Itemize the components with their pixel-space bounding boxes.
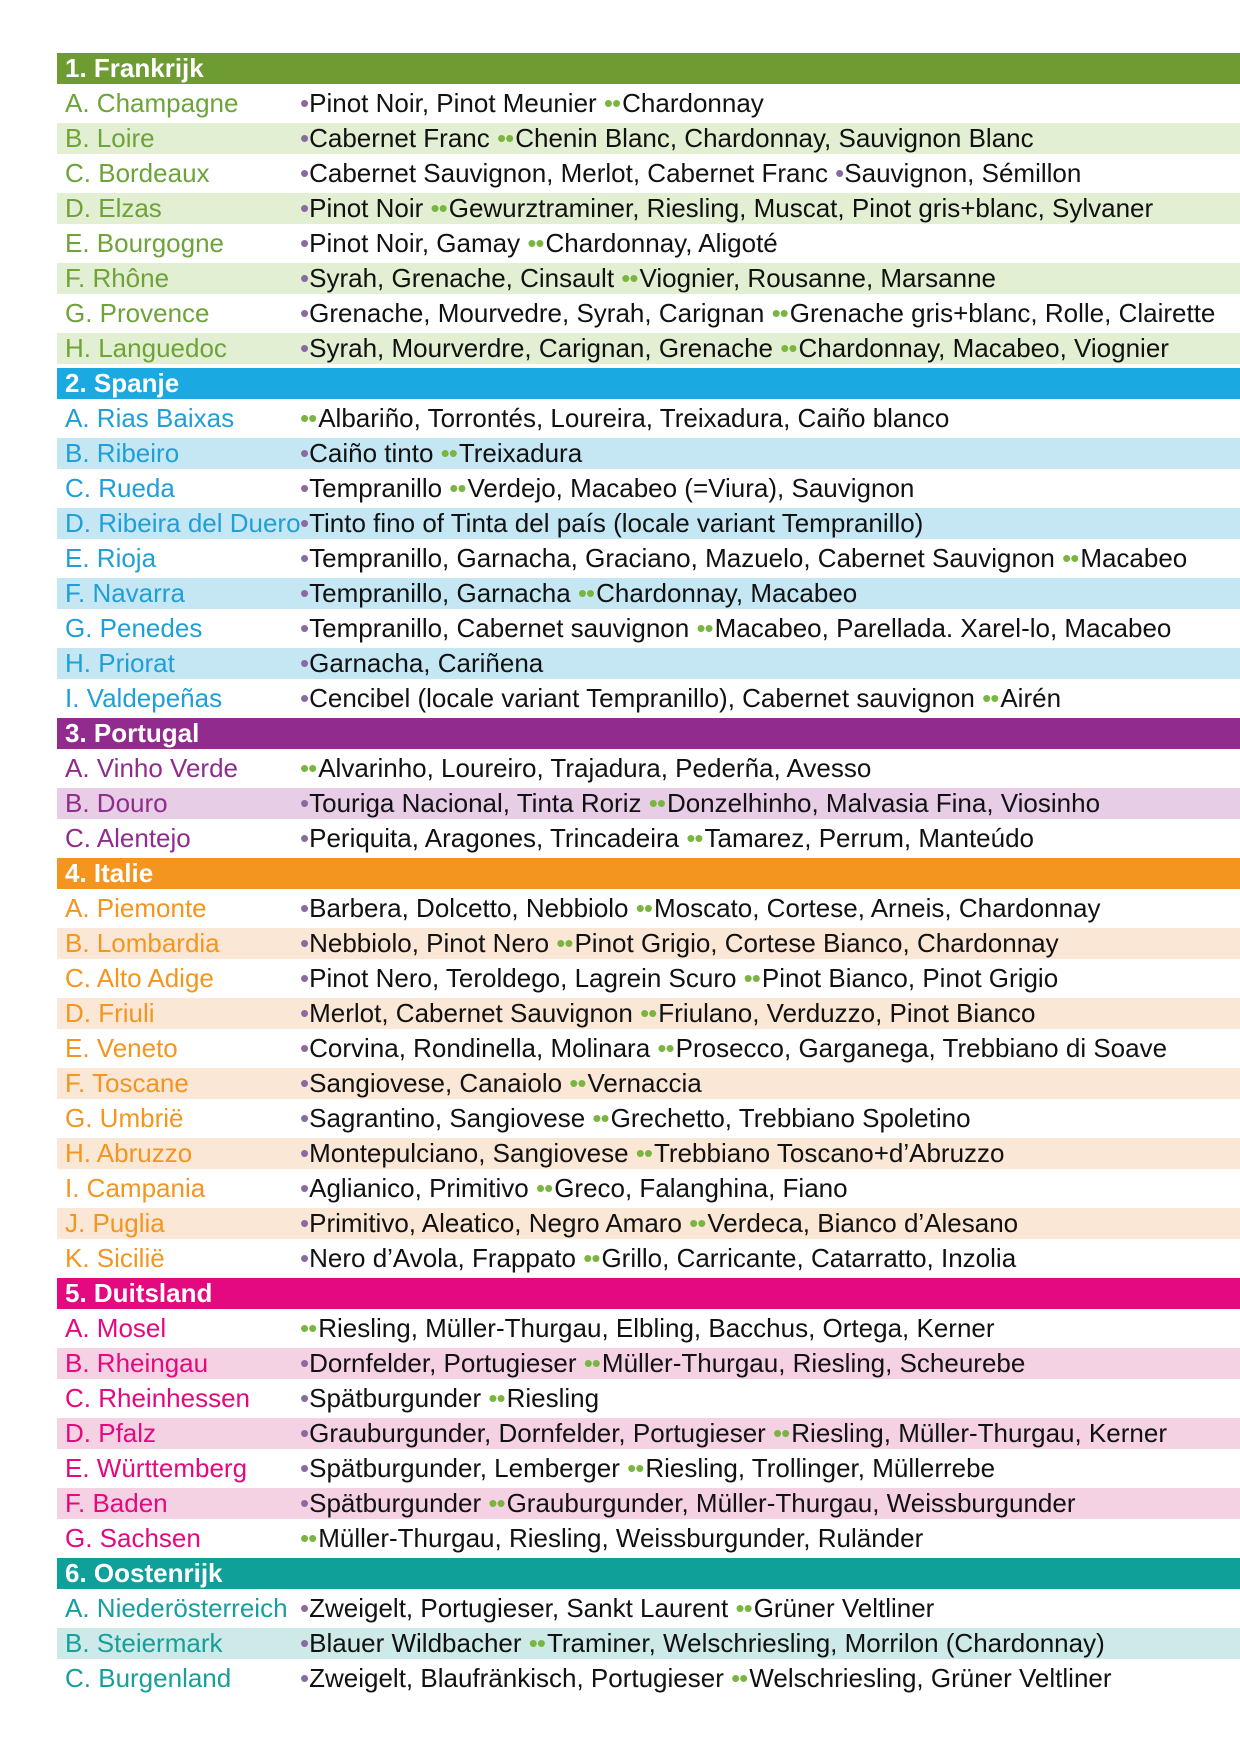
white-grape-marker: ••	[569, 1068, 586, 1098]
white-grape-marker: ••	[535, 1173, 553, 1203]
region-name: E. Württemberg	[65, 1453, 248, 1483]
grape-list: Nebbiolo, Pinot Nero	[309, 928, 557, 958]
grape-varieties	[300, 1173, 848, 1204]
grape-varieties	[300, 1313, 995, 1344]
grape-varieties	[300, 1523, 923, 1554]
region-row	[57, 963, 1240, 994]
grape-varieties	[300, 823, 1034, 854]
red-grape-marker: •	[300, 193, 310, 223]
red-grape-marker: •	[300, 263, 310, 293]
grape-list: Sagrantino, Sangiovese	[309, 1103, 593, 1133]
red-grape-marker: •	[300, 648, 310, 678]
grape-list: Traminer, Welschriesling, Morrilon (Chardonnay)	[546, 1628, 1105, 1658]
grape-varieties	[300, 1488, 1076, 1519]
region-name: G. Penedes	[65, 613, 203, 643]
region-row	[57, 438, 1240, 469]
white-grape-marker: ••	[556, 928, 573, 958]
white-grape-marker: ••	[982, 683, 999, 713]
grape-list: Cabernet Sauvignon, Merlot, Cabernet Franc	[309, 158, 836, 188]
grape-varieties	[300, 1033, 1167, 1064]
grape-list: Friulano, Verduzzo, Pinot Bianco	[658, 998, 1036, 1028]
grape-list: Periquita, Aragones, Trincadeira	[309, 823, 687, 853]
section-header: 5. Duitsland	[57, 1278, 1240, 1309]
grape-list: Pinot Bianco, Pinot Grigio	[761, 963, 1059, 993]
red-grape-marker: •	[300, 1628, 310, 1658]
grape-varieties	[300, 1453, 995, 1484]
region-row	[57, 998, 1240, 1029]
region-row	[57, 1383, 1240, 1414]
region-row	[57, 578, 1240, 609]
region-row	[57, 753, 1240, 784]
red-grape-marker: •	[300, 1453, 310, 1483]
region-row	[57, 543, 1240, 574]
grape-list: Dornfelder, Portugieser	[309, 1348, 584, 1378]
region-row	[57, 1628, 1240, 1659]
grape-varieties	[300, 438, 582, 469]
region-name: B. Ribeiro	[65, 438, 180, 468]
red-grape-marker: •	[300, 1383, 310, 1413]
grape-varieties	[300, 683, 1061, 714]
red-grape-marker: •	[300, 1138, 310, 1168]
section-header: 6. Oostenrijk	[57, 1558, 1240, 1589]
grape-list: Macabeo, Parellada. Xarel-lo, Macabeo	[714, 613, 1172, 643]
grape-list: Nero d’Avola, Frappato	[309, 1243, 584, 1273]
white-grape-marker: ••	[300, 403, 317, 433]
grape-list: Airén	[1000, 683, 1062, 713]
red-grape-marker: •	[300, 1418, 310, 1448]
grape-varieties	[300, 1348, 1025, 1379]
region-row	[57, 1453, 1240, 1484]
region-name: B. Douro	[65, 788, 168, 818]
region-name: F. Navarra	[65, 578, 185, 608]
region-name: D. Pfalz	[65, 1418, 157, 1448]
region-name: D. Friuli	[65, 998, 155, 1028]
red-grape-marker: •	[300, 1103, 310, 1133]
red-grape-marker: •	[300, 963, 310, 993]
region-row	[57, 1523, 1240, 1554]
grape-list: Pinot Noir	[309, 193, 431, 223]
grape-list: Corvina, Rondinella, Molinara	[309, 1033, 658, 1063]
white-grape-marker: ••	[528, 1628, 545, 1658]
grape-list: Vernaccia	[587, 1068, 702, 1098]
white-grape-marker: ••	[440, 438, 457, 468]
region-name: A. Champagne	[65, 88, 239, 118]
grape-list: Tempranillo, Cabernet sauvignon	[309, 613, 697, 643]
grape-varieties	[300, 473, 914, 504]
grape-list: Merlot, Cabernet Sauvignon	[309, 998, 641, 1028]
grape-varieties	[300, 788, 1100, 819]
region-row	[57, 1663, 1240, 1694]
region-name: C. Rueda	[65, 473, 175, 503]
grape-list: Spätburgunder	[309, 1488, 489, 1518]
region-name: G. Umbrië	[65, 1103, 184, 1133]
grape-varieties	[300, 963, 1058, 994]
red-grape-marker: •	[300, 473, 310, 503]
region-row	[57, 88, 1240, 119]
grape-list: Grüner Veltliner	[753, 1593, 935, 1623]
region-row	[57, 263, 1240, 294]
section-header: 1. Frankrijk	[57, 53, 1240, 84]
grape-list: Müller-Thurgau, Riesling, Weissburgunder, Ruländer	[318, 1523, 924, 1553]
red-grape-marker: •	[300, 1173, 310, 1203]
white-grape-marker: ••	[731, 1663, 748, 1693]
grape-varieties	[300, 88, 764, 119]
grape-list: Tempranillo	[309, 473, 450, 503]
region-row	[57, 928, 1240, 959]
grape-list: Pinot Grigio, Cortese Bianco, Chardonnay	[574, 928, 1059, 958]
grape-list: Prosecco, Garganega, Trebbiano di Soave	[675, 1033, 1168, 1063]
region-name: C. Burgenland	[65, 1663, 232, 1693]
grape-list: Grillo, Carricante, Catarratto, Inzolia	[601, 1243, 1017, 1273]
grape-list: Moscato, Cortese, Arneis, Chardonnay	[653, 893, 1101, 923]
region-name: B. Loire	[65, 123, 155, 153]
red-grape-marker: •	[300, 1208, 310, 1238]
region-name: B. Rheingau	[65, 1348, 209, 1378]
grape-varieties	[300, 1593, 934, 1624]
grape-list: Spätburgunder, Lemberger	[309, 1453, 628, 1483]
grape-varieties	[300, 1208, 1018, 1239]
grape-varieties	[300, 613, 1171, 644]
region-name: I. Campania	[65, 1173, 206, 1203]
region-row	[57, 648, 1240, 679]
grape-list: Grenache, Mourvedre, Syrah, Carignan	[309, 298, 772, 328]
region-name: J. Puglia	[65, 1208, 165, 1238]
section-header: 2. Spanje	[57, 368, 1240, 399]
region-row	[57, 1243, 1240, 1274]
region-name: H. Languedoc	[65, 333, 227, 363]
white-grape-marker: ••	[648, 788, 665, 818]
grape-list: Sauvignon, Sémillon	[844, 158, 1082, 188]
region-name: B. Steiermark	[65, 1628, 223, 1658]
red-grape-marker: •	[300, 788, 310, 818]
region-name: H. Abruzzo	[65, 1138, 193, 1168]
region-row	[57, 473, 1240, 504]
white-grape-marker: ••	[771, 298, 788, 328]
region-name: C. Rheinhessen	[65, 1383, 250, 1413]
white-grape-marker: ••	[743, 963, 760, 993]
grape-varieties	[300, 1628, 1105, 1659]
red-grape-marker: •	[300, 613, 310, 643]
white-grape-marker: ••	[430, 193, 447, 223]
grape-list: Garnacha, Cariñena	[309, 648, 544, 678]
region-name: D. Elzas	[65, 193, 162, 223]
region-row	[57, 333, 1240, 364]
region-row	[57, 1138, 1240, 1169]
region-row	[57, 1593, 1240, 1624]
grape-list: Müller-Thurgau, Riesling, Scheurebe	[601, 1348, 1026, 1378]
grape-list: Chardonnay, Macabeo, Viognier	[798, 333, 1169, 363]
grape-list: Gewurztraminer, Riesling, Muscat, Pinot gris+blanc, Sylvaner	[448, 193, 1154, 223]
grape-varieties	[300, 193, 1153, 224]
region-row	[57, 1348, 1240, 1379]
grape-list: Tamarez, Perrum, Manteúdo	[704, 823, 1035, 853]
grape-varieties	[300, 753, 871, 784]
grape-varieties	[300, 1103, 971, 1134]
grape-list: Tempranillo, Garnacha	[309, 578, 578, 608]
region-name: D. Ribeira del Duero	[65, 508, 301, 538]
region-row	[57, 508, 1240, 539]
white-grape-marker: ••	[780, 333, 797, 363]
grape-list: Grechetto, Trebbiano Spoletino	[610, 1103, 971, 1133]
grape-varieties	[300, 333, 1169, 364]
region-row	[57, 228, 1240, 259]
grape-varieties	[300, 648, 543, 679]
white-grape-marker: ••	[686, 823, 703, 853]
grape-varieties	[300, 998, 1036, 1029]
region-name: F. Rhône	[65, 263, 170, 293]
red-grape-marker: •	[835, 158, 845, 188]
white-grape-marker: ••	[657, 1033, 674, 1063]
grape-list: Greco, Falanghina, Fiano	[554, 1173, 848, 1203]
red-grape-marker: •	[300, 88, 310, 118]
red-grape-marker: •	[300, 158, 310, 188]
red-grape-marker: •	[300, 578, 310, 608]
grape-list: Aglianico, Primitivo	[309, 1173, 536, 1203]
grape-list: Touriga Nacional, Tinta Roriz	[309, 788, 649, 818]
white-grape-marker: ••	[496, 123, 514, 153]
grape-list: Pinot Noir, Gamay	[309, 228, 528, 258]
grape-list: Primitivo, Aleatico, Negro Amaro	[309, 1208, 690, 1238]
region-name: C. Alentejo	[65, 823, 191, 853]
white-grape-marker: ••	[300, 1313, 317, 1343]
region-name: A. Rias Baixas	[65, 403, 235, 433]
grape-list: Zweigelt, Blaufränkisch, Portugieser	[309, 1663, 732, 1693]
region-name: K. Sicilië	[65, 1243, 165, 1273]
grape-varieties	[300, 928, 1059, 959]
grape-list: Grenache gris+blanc, Rolle, Clairette	[789, 298, 1216, 328]
region-row	[57, 1208, 1240, 1239]
grape-varieties	[300, 403, 949, 434]
grape-list: Alvarinho, Loureiro, Trajadura, Pederña, Avesso	[318, 753, 872, 783]
white-grape-marker: ••	[300, 1523, 317, 1553]
region-row	[57, 403, 1240, 434]
grape-varieties	[300, 1068, 702, 1099]
grape-list: Grauburgunder, Dornfelder, Portugieser	[309, 1418, 774, 1448]
grape-varieties	[300, 543, 1187, 574]
grape-varieties	[300, 1383, 599, 1414]
region-name: A. Mosel	[65, 1313, 167, 1343]
grape-varieties	[300, 298, 1215, 329]
red-grape-marker: •	[300, 893, 310, 923]
grape-list: Caiño tinto	[309, 438, 441, 468]
grape-varieties	[300, 578, 857, 609]
red-grape-marker: •	[300, 333, 310, 363]
region-row	[57, 298, 1240, 329]
red-grape-marker: •	[300, 1663, 310, 1693]
grape-list: Blauer Wildbacher	[309, 1628, 529, 1658]
wine-region-table	[57, 53, 1240, 1698]
white-grape-marker: ••	[635, 1138, 652, 1168]
grape-varieties	[300, 508, 923, 539]
red-grape-marker: •	[300, 438, 310, 468]
region-row	[57, 613, 1240, 644]
grape-list: Trebbiano Toscano+d’Abruzzo	[654, 1138, 1005, 1168]
region-row	[57, 1488, 1240, 1519]
region-row	[57, 1033, 1240, 1064]
grape-list: Verdejo, Macabeo (=Viura), Sauvignon	[467, 473, 915, 503]
grape-list: Viognier, Rousanne, Marsanne	[639, 263, 997, 293]
region-name: A. Piemonte	[65, 893, 207, 923]
white-grape-marker: ••	[583, 1243, 600, 1273]
region-row	[57, 1313, 1240, 1344]
region-row	[57, 1173, 1240, 1204]
region-row	[57, 788, 1240, 819]
grape-list: Riesling, Müller-Thurgau, Elbling, Bacchus, Ortega, Kerner	[318, 1313, 995, 1343]
region-name: C. Alto Adige	[65, 963, 214, 993]
white-grape-marker: ••	[300, 753, 317, 783]
section-header: 4. Italie	[57, 858, 1240, 889]
grape-list: Chardonnay	[622, 88, 764, 118]
grape-varieties	[300, 158, 1081, 189]
region-row	[57, 683, 1240, 714]
grape-list: Riesling, Trollinger, Müllerrebe	[645, 1453, 996, 1483]
grape-varieties	[300, 1243, 1016, 1274]
grape-list: Albariño, Torrontés, Loureira, Treixadura, Caiño blanco	[318, 403, 950, 433]
grape-varieties	[300, 1418, 1167, 1449]
white-grape-marker: ••	[577, 578, 595, 608]
grape-list: Syrah, Grenache, Cinsault	[309, 263, 622, 293]
region-name: B. Lombardia	[65, 928, 220, 958]
grape-list: Riesling	[506, 1383, 600, 1413]
section-header: 3. Portugal	[57, 718, 1240, 749]
grape-list: Pinot Nero, Teroldego, Lagrein Scuro	[309, 963, 744, 993]
grape-list: Syrah, Mourverdre, Carignan, Grenache	[309, 333, 781, 363]
white-grape-marker: ••	[627, 1453, 644, 1483]
white-grape-marker: ••	[449, 473, 466, 503]
region-name: E. Veneto	[65, 1033, 178, 1063]
region-name: F. Baden	[65, 1488, 168, 1518]
red-grape-marker: •	[300, 823, 310, 853]
red-grape-marker: •	[300, 998, 310, 1028]
grape-list: Verdeca, Bianco d’Alesano	[707, 1208, 1019, 1238]
white-grape-marker: ••	[592, 1103, 609, 1133]
grape-list: Sangiovese, Canaiolo	[309, 1068, 570, 1098]
grape-list: Chardonnay, Macabeo	[596, 578, 858, 608]
region-name: F. Toscane	[65, 1068, 189, 1098]
red-grape-marker: •	[300, 928, 310, 958]
region-row	[57, 1068, 1240, 1099]
white-grape-marker: ••	[527, 228, 544, 258]
grape-varieties	[300, 893, 1101, 924]
white-grape-marker: ••	[488, 1488, 505, 1518]
region-row	[57, 823, 1240, 854]
grape-list: Riesling, Müller-Thurgau, Kerner	[791, 1418, 1167, 1448]
grape-varieties	[300, 1138, 1005, 1169]
region-name: A. Vinho Verde	[65, 753, 238, 783]
grape-list: Cabernet Franc	[309, 123, 497, 153]
grape-varieties	[300, 228, 778, 259]
red-grape-marker: •	[300, 683, 310, 713]
grape-list: Welschriesling, Grüner Veltliner	[749, 1663, 1112, 1693]
red-grape-marker: •	[300, 1488, 310, 1518]
red-grape-marker: •	[300, 1068, 310, 1098]
white-grape-marker: ••	[735, 1593, 752, 1623]
grape-varieties	[300, 1663, 1112, 1694]
white-grape-marker: ••	[635, 893, 652, 923]
red-grape-marker: •	[300, 1348, 310, 1378]
region-name: A. Niederösterreich	[65, 1593, 288, 1623]
region-name: I. Valdepeñas	[65, 683, 223, 713]
grape-list: Cencibel (locale variant Tempranillo), Cabernet sauvignon	[309, 683, 983, 713]
grape-list: Donzelhinho, Malvasia Fina, Viosinho	[666, 788, 1101, 818]
region-row	[57, 893, 1240, 924]
white-grape-marker: ••	[696, 613, 713, 643]
grape-list: Pinot Noir, Pinot Meunier	[309, 88, 604, 118]
region-name: G. Sachsen	[65, 1523, 201, 1553]
grape-list: Treixadura	[458, 438, 583, 468]
white-grape-marker: ••	[621, 263, 638, 293]
region-name: H. Priorat	[65, 648, 175, 678]
grape-list: Tinto fino of Tinta del país (locale variant Tempranillo)	[309, 508, 924, 538]
white-grape-marker: ••	[583, 1348, 600, 1378]
white-grape-marker: ••	[773, 1418, 790, 1448]
grape-varieties	[300, 123, 1034, 154]
region-row	[57, 193, 1240, 224]
region-row	[57, 158, 1240, 189]
region-name: G. Provence	[65, 298, 210, 328]
grape-list: Zweigelt, Portugieser, Sankt Laurent	[309, 1593, 736, 1623]
grape-list: Macabeo	[1080, 543, 1188, 573]
region-row	[57, 1418, 1240, 1449]
grape-list: Grauburgunder, Müller-Thurgau, Weissburgunder	[506, 1488, 1076, 1518]
red-grape-marker: •	[300, 508, 310, 538]
region-row	[57, 1103, 1240, 1134]
region-name: E. Bourgogne	[65, 228, 225, 258]
red-grape-marker: •	[300, 543, 310, 573]
red-grape-marker: •	[300, 1033, 310, 1063]
white-grape-marker: ••	[640, 998, 657, 1028]
red-grape-marker: •	[300, 1593, 310, 1623]
region-name: E. Rioja	[65, 543, 157, 573]
region-name: C. Bordeaux	[65, 158, 210, 188]
red-grape-marker: •	[300, 123, 310, 153]
white-grape-marker: ••	[603, 88, 621, 118]
red-grape-marker: •	[300, 228, 310, 258]
grape-list: Montepulciano, Sangiovese	[309, 1138, 636, 1168]
region-row	[57, 123, 1240, 154]
grape-list: Spätburgunder	[309, 1383, 489, 1413]
red-grape-marker: •	[300, 298, 310, 328]
grape-list: Tempranillo, Garnacha, Graciano, Mazuelo, Cabernet Sauvignon	[309, 543, 1063, 573]
grape-list: Barbera, Dolcetto, Nebbiolo	[309, 893, 636, 923]
white-grape-marker: ••	[689, 1208, 706, 1238]
grape-list: Chenin Blanc, Chardonnay, Sauvignon Blanc	[515, 123, 1034, 153]
red-grape-marker: •	[300, 1243, 310, 1273]
grape-varieties	[300, 263, 996, 294]
white-grape-marker: ••	[488, 1383, 505, 1413]
grape-list: Chardonnay, Aligoté	[545, 228, 778, 258]
white-grape-marker: ••	[1062, 543, 1079, 573]
